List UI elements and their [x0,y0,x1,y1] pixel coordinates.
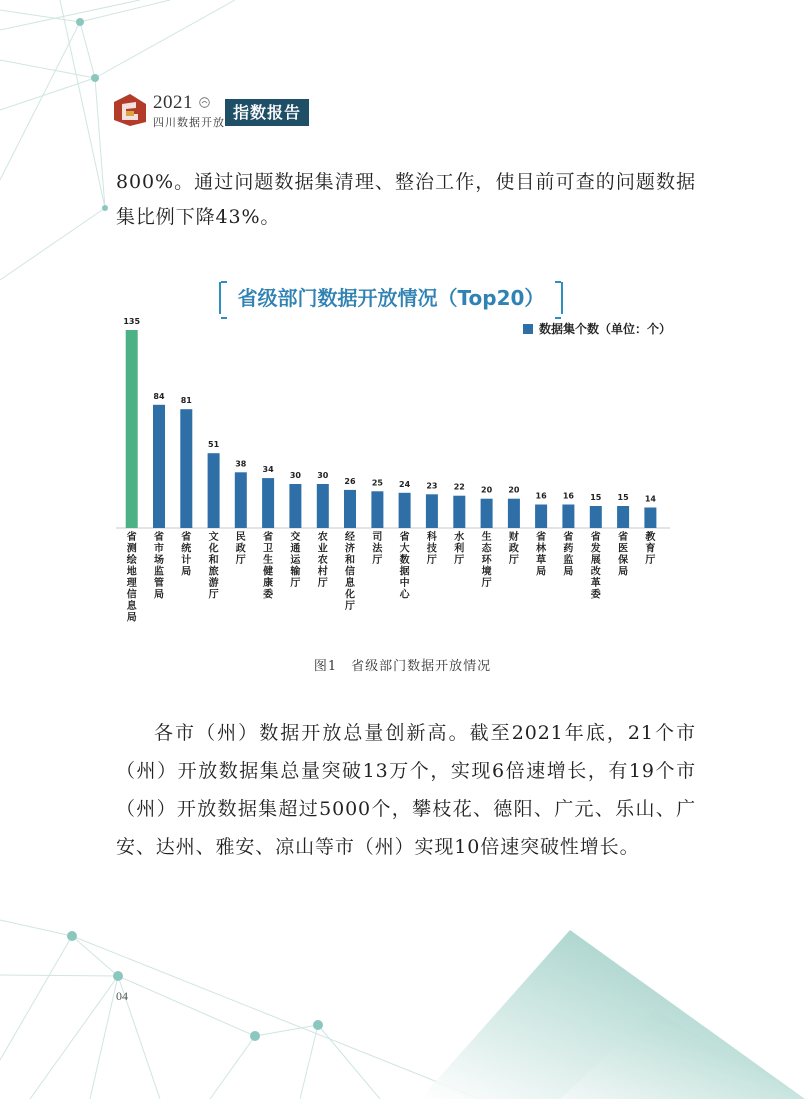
bar-交通运输厅 [289,484,301,528]
bar-value-label: 20 [481,485,493,495]
bar-value-label: 15 [617,493,629,502]
category-label: 生态环境厅 [481,532,492,589]
bar-value-label: 20 [508,485,520,495]
category-label: 交通运输厅 [290,532,301,589]
category-label: 省统计局 [181,532,192,578]
bar-省发展改革委 [590,506,602,528]
bar-value-label: 135 [123,317,141,326]
category-label: 教育厅 [645,532,656,566]
bar-水利厅 [453,496,465,528]
bar-农业农村厅 [317,484,329,528]
bar-value-label: 30 [317,471,329,480]
logo-emblem-icon [112,92,148,128]
page-number: 04 [116,989,128,1003]
chart-title: 省级部门数据开放情况（Top20） [219,282,563,314]
bar-司法厅 [371,491,383,528]
logo-org-name: 四川数据开放 [153,116,225,129]
bar-chart [0,300,805,640]
bar-省卫生健康委 [262,478,274,528]
category-label: 省测绘地理信息局 [126,532,137,624]
figure-caption: 图1 省级部门数据开放情况 [313,659,492,674]
category-label: 水利厅 [454,532,465,566]
bar-value-label: 14 [644,494,656,504]
bar-省林草局 [535,505,547,529]
category-label: 省市场监管局 [154,532,164,601]
category-label: 省林草局 [536,532,547,578]
bar-value-label: 16 [535,491,547,501]
logo-year: 2021 [153,92,193,113]
category-label: 农业农村厅 [317,532,328,589]
bar-value-label: 81 [180,396,192,406]
bar-省统计局 [180,409,192,528]
bar-value-label: 38 [235,459,247,469]
bar-value-label: 26 [344,476,356,486]
bar-文化和旅游厅 [208,453,220,528]
bar-value-label: 15 [590,493,602,502]
category-label: 财政厅 [508,532,519,566]
category-label: 省卫生健康委 [263,532,274,601]
bar-value-label: 23 [426,481,438,491]
category-label: 科技厅 [426,532,437,566]
category-label: 省发展改革委 [590,532,601,601]
bar-省药监局 [562,505,574,529]
bar-value-label: 51 [208,440,220,450]
category-label: 经济和信息化厅 [345,532,355,612]
bar-生态环境厅 [481,499,493,528]
category-label: 省药监局 [563,532,574,578]
category-label: 文化和旅游厅 [208,532,219,601]
legend-label: 数据集个数（单位：个） [539,322,672,336]
bar-经济和信息化厅 [344,490,356,528]
bar-value-label: 22 [453,482,465,492]
bar-教育厅 [644,508,656,529]
category-label: 民政厅 [235,532,246,566]
category-label: 司法厅 [372,532,383,566]
body-paragraph-1: 800%。通过问题数据集清理、整治工作，使目前可查的问题数据集比例下降43%。 [116,171,696,228]
bar-省大数据中心 [399,493,411,528]
category-label: 省大数据中心 [399,532,410,601]
bar-省医保局 [617,506,629,528]
bar-财政厅 [508,499,520,528]
category-label: 省医保局 [618,532,629,578]
bar-省测绘地理信息局 [126,330,138,528]
bar-value-label: 16 [562,491,574,501]
body-paragraph-2: 各市（州）数据开放总量创新高。截至2021年底，21个市（州）开放数据集总量突破13万个，实现6倍速增长，有19个市（州）开放数据集超过5000个，攀枝花、德阳、广元、乐山、广安、达州、雅安、凉山等市（州）实现10倍速突破性增长。 [116,722,696,858]
logo-seal-icon [199,97,210,108]
bar-value-label: 24 [399,479,411,489]
bar-省市场监管局 [153,405,165,528]
bar-value-label: 30 [289,471,301,480]
bar-value-label: 25 [371,478,383,488]
bar-value-label: 84 [153,391,165,401]
bar-value-label: 34 [262,465,274,475]
bar-民政厅 [235,472,247,528]
section-tag: 指数报告 [225,99,309,126]
bar-科技厅 [426,494,438,528]
